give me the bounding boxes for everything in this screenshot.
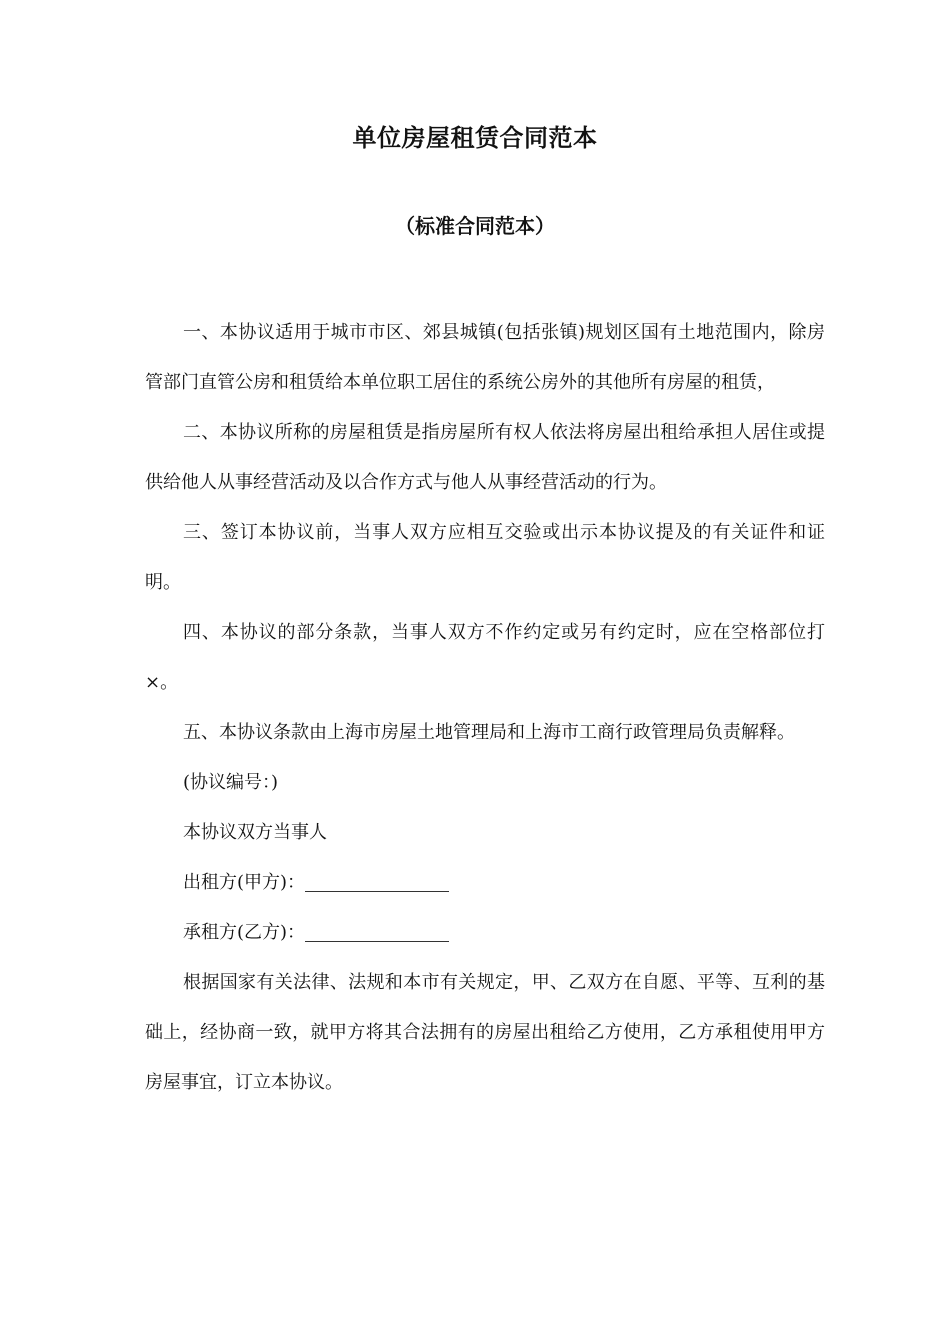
lessor-line bbox=[145, 858, 825, 908]
lessee-blank bbox=[305, 923, 449, 942]
document-title: 单位房屋租赁合同范本 bbox=[352, 124, 598, 152]
clause-2: 二、本协议所称的房屋租赁是指房屋所有权人依法将房屋出租给承担人居住或提供给他人从事经营活动及以合作方式与他人从事经营活动的行为。 bbox=[145, 422, 825, 493]
preamble: 根据国家有关法律、法规和本市有关规定，甲、乙双方在自愿、平等、互利的基础上，经协商一致，就甲方将其合法拥有的房屋出租给乙方使用，乙方承租使用甲方房屋事宜，订立本协议。 bbox=[145, 972, 825, 1093]
lessor-blank bbox=[305, 873, 449, 892]
lessee-line bbox=[145, 908, 825, 958]
clause-1: 一、本协议适用于城市市区、郊县城镇(包括张镇)规划区国有土地范围内，除房管部门直管公房和租赁给本单位职工居住的系统公房外的其他所有房屋的租赁， bbox=[145, 322, 825, 393]
lessor-label: 出租方(甲方)： bbox=[183, 872, 306, 893]
clause-3: 三、签订本协议前，当事人双方应相互交验或出示本协议提及的有关证件和证明。 bbox=[145, 522, 825, 593]
agreement-number: (协议编号：) bbox=[183, 772, 279, 793]
clause-5: 五、本协议条款由上海市房屋土地管理局和上海市工商行政管理局负责解释。 bbox=[183, 722, 795, 743]
document-body bbox=[145, 308, 825, 1108]
document-subtitle: （标准合同范本） bbox=[395, 214, 555, 238]
lessee-label: 承租方(乙方)： bbox=[183, 922, 306, 943]
clause-4: 四、本协议的部分条款，当事人双方不作约定或另有约定时，应在空格部位打×。 bbox=[145, 622, 825, 693]
parties-heading: 本协议双方当事人 bbox=[183, 822, 327, 843]
